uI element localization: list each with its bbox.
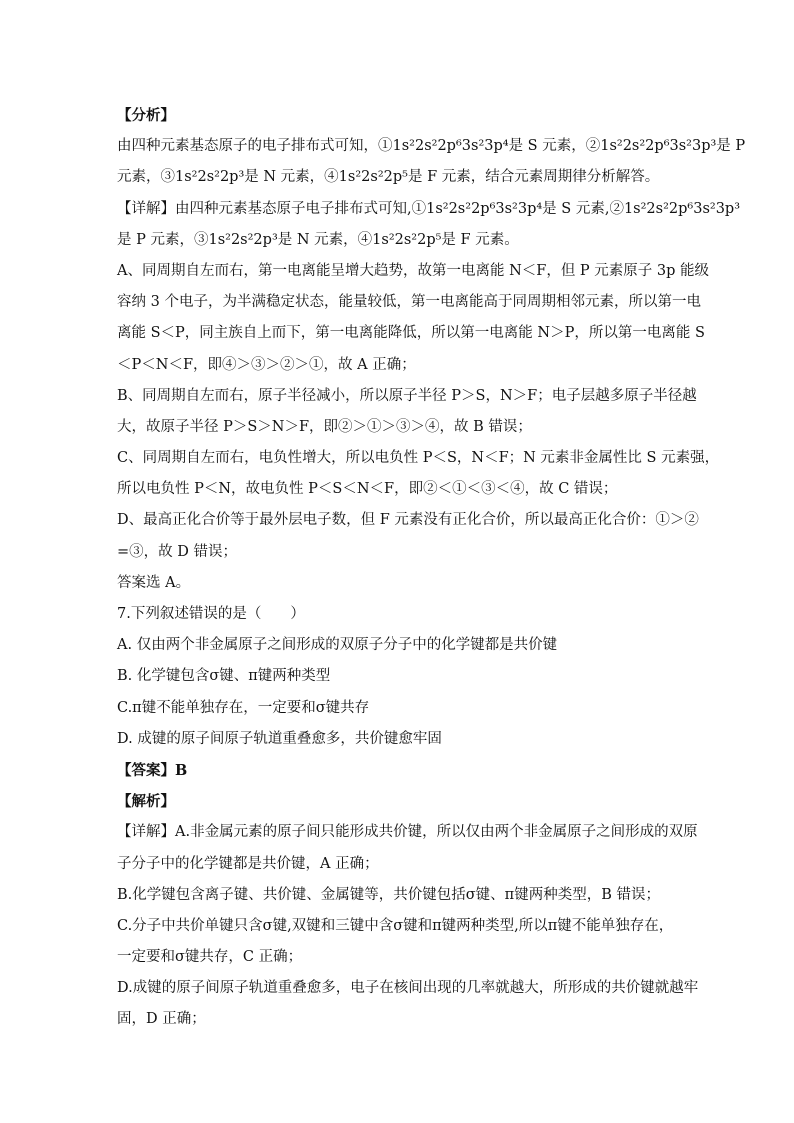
option-c-explanation: 所以电负性 P＜N，故电负性 P＜S＜N＜F，即②＜①＜③＜④，故 C 错误；	[117, 481, 618, 498]
section-heading-analysis: 【分析】	[117, 107, 175, 124]
question-stem: 7.下列叙述错误的是（ ）	[117, 606, 305, 622]
option-b-explanation: B、同周期自左而右，原子半径减小，所以原子半径 P＞S，N＞F；电子层越多原子半径越	[117, 387, 697, 404]
analysis-line: 元素，③1s²2s²2p³是 N 元素，④1s²2s²2p⁵是 F 元素，结合元素周期律分析解答。	[117, 169, 660, 186]
question-option-d: D. 成键的原子间原子轨道重叠愈多，共价键愈牢固	[117, 730, 442, 747]
option-d-explanation: D、最高正化合价等于最外层电子数，但 F 元素没有正化合价，所以最高正化合价：①＞②	[117, 512, 699, 529]
detail-line: 【详解】由四种元素基态原子电子排布式可知,①1s²2s²2p⁶3s²3p⁴是 S 元素,②1s²2s²2p⁶3s²3p³	[117, 200, 741, 217]
section-heading-explanation: 【解析】	[117, 793, 175, 811]
question-option-b: B. 化学键包含σ键、π键两种类型	[117, 668, 331, 685]
document-body	[117, 100, 746, 1036]
option-a-explanation: 容纳 3 个电子，为半满稳定状态，能量较低，第一电离能高于同周期相邻元素，所以第一电	[117, 294, 701, 311]
detail-line: 【详解】A.非金属元素的原子间只能形成共价键，所以仅由两个非金属原子之间形成的双原	[117, 824, 698, 841]
detail-line: D.成键的原子间原子轨道重叠愈多，电子在核间出现的几率就越大，所形成的共价键就越牢	[117, 980, 699, 997]
detail-line: 固，D 正确；	[117, 1011, 206, 1028]
answer-line: 答案选 A。	[117, 574, 191, 591]
option-a-explanation: A、同周期自左而右，第一电离能呈增大趋势，故第一电离能 N＜F，但 P 元素原子 3p 能级	[117, 262, 710, 279]
answer-heading: 【答案】B	[117, 761, 188, 779]
detail-line: 是 P 元素，③1s²2s²2p³是 N 元素，④1s²2s²2p⁵是 F 元素。	[117, 231, 519, 248]
option-d-explanation: =③，故 D 错误；	[117, 543, 237, 560]
question-option-c: C.π键不能单独存在，一定要和σ键共存	[117, 699, 370, 716]
detail-line: 一定要和σ键共存，C 正确；	[117, 949, 303, 966]
analysis-line: 由四种元素基态原子的电子排布式可知，①1s²2s²2p⁶3s²3p⁴是 S 元素，②1s²2s²2p⁶3s²3p³是 P	[117, 138, 746, 155]
detail-line: B.化学键包含离子键、共价键、金属键等，共价键包括σ键、π键两种类型，B 错误；	[117, 886, 660, 903]
option-c-explanation: C、同周期自左而右，电负性增大，所以电负性 P＜S，N＜F；N 元素非金属性比 S 元素强，	[117, 450, 720, 467]
option-b-explanation: 大，故原子半径 P＞S＞N＞F，即②＞①＞③＞④，故 B 错误；	[117, 418, 532, 435]
option-a-explanation: 离能 S＜P，同主族自上而下，第一电离能降低，所以第一电离能 N＞P，所以第一电离能 S	[117, 325, 705, 342]
option-a-explanation: ＜P＜N＜F，即④＞③＞②＞①，故 A 正确；	[117, 356, 416, 373]
detail-line: 子分子中的化学键都是共价键，A 正确；	[117, 855, 379, 872]
question-option-a: A. 仅由两个非金属原子之间形成的双原子分子中的化学键都是共价键	[117, 637, 558, 654]
detail-line: C.分子中共价单键只含σ键,双键和三键中含σ键和π键两种类型,所以π键不能单独存在，	[117, 917, 674, 934]
